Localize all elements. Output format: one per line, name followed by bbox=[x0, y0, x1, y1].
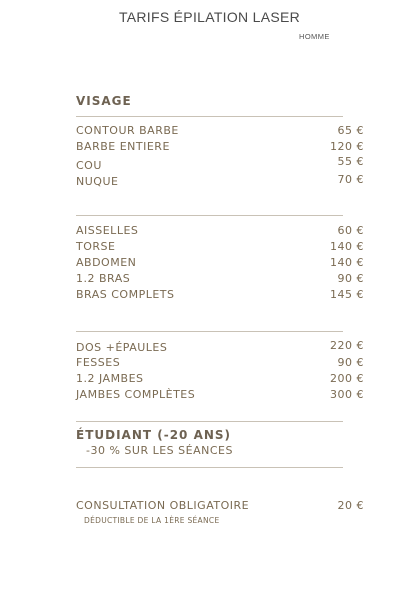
discount-note: -30 % SUR LES SÉANCES bbox=[86, 444, 233, 457]
divider bbox=[76, 467, 343, 468]
item-price: 220 € bbox=[330, 339, 364, 352]
item-label: BRAS COMPLETS bbox=[76, 288, 175, 301]
item-price: 90 € bbox=[337, 356, 364, 369]
divider bbox=[76, 116, 343, 117]
price-row bbox=[76, 356, 364, 372]
item-label: CONTOUR BARBE bbox=[76, 124, 179, 137]
item-label: TORSE bbox=[76, 240, 116, 253]
consultation-label: CONSULTATION OBLIGATOIRE bbox=[76, 499, 250, 512]
item-label: FESSES bbox=[76, 356, 121, 369]
item-label: 1.2 JAMBES bbox=[76, 372, 144, 385]
price-row bbox=[76, 256, 364, 272]
consultation-price: 20 € bbox=[337, 499, 364, 512]
divider bbox=[76, 421, 343, 422]
item-label: COU bbox=[76, 159, 102, 172]
item-price: 70 € bbox=[337, 173, 364, 186]
item-label: AISSELLES bbox=[76, 224, 139, 237]
divider bbox=[76, 331, 343, 332]
item-price: 120 € bbox=[330, 140, 364, 153]
item-price: 300 € bbox=[330, 388, 364, 401]
item-label: NUQUE bbox=[76, 175, 119, 188]
page-title: TARIFS ÉPILATION LASER bbox=[118, 9, 301, 25]
price-row bbox=[76, 388, 364, 404]
item-price: 145 € bbox=[330, 288, 364, 301]
price-row bbox=[76, 240, 364, 256]
item-label: ABDOMEN bbox=[76, 256, 137, 269]
item-price: 140 € bbox=[330, 240, 364, 253]
section-heading-visage: VISAGE bbox=[76, 94, 132, 108]
price-row bbox=[76, 173, 364, 189]
price-row bbox=[76, 224, 364, 240]
price-row bbox=[76, 339, 364, 355]
page-subtitle: HOMME bbox=[299, 32, 330, 41]
item-price: 140 € bbox=[330, 256, 364, 269]
price-row bbox=[76, 272, 364, 288]
item-price: 60 € bbox=[337, 224, 364, 237]
consultation-note: DÉDUCTIBLE DE LA 1ÈRE SÉANCE bbox=[84, 516, 220, 525]
item-label: BARBE ENTIERE bbox=[76, 140, 170, 153]
price-row bbox=[76, 140, 364, 156]
price-row bbox=[76, 372, 364, 388]
item-label: 1.2 BRAS bbox=[76, 272, 131, 285]
item-price: 90 € bbox=[337, 272, 364, 285]
divider bbox=[76, 215, 343, 216]
price-row bbox=[76, 288, 364, 304]
consultation-row bbox=[76, 499, 364, 515]
item-price: 200 € bbox=[330, 372, 364, 385]
section-heading-etudiant: ÉTUDIANT (-20 ANS) bbox=[76, 428, 232, 442]
price-row bbox=[76, 124, 364, 140]
item-price: 55 € bbox=[337, 155, 364, 168]
item-label: DOS +ÉPAULES bbox=[76, 341, 168, 354]
price-row bbox=[76, 155, 364, 171]
item-label: JAMBES COMPLÈTES bbox=[76, 388, 196, 401]
item-price: 65 € bbox=[337, 124, 364, 137]
